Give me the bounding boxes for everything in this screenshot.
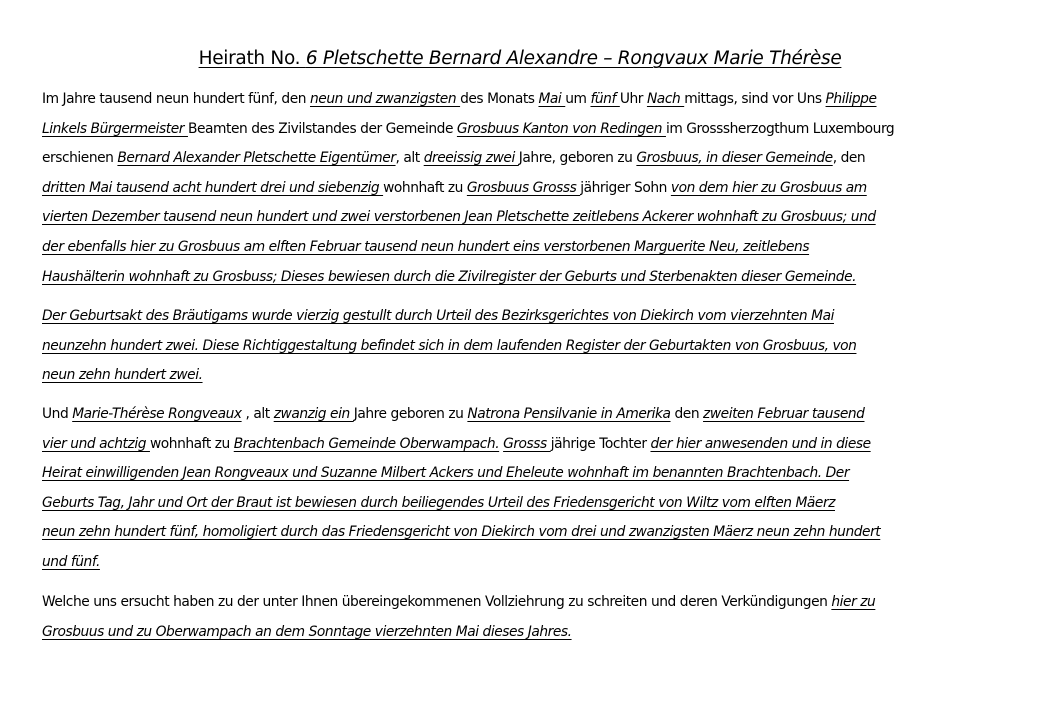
underlined-entry: Natrona Pensilvanie in Amerika [467,406,671,422]
printed-text: Uhr [619,91,647,107]
printed-text: mittags, sind vor Uns [684,91,826,107]
underlined-entry: der hier anwesenden und in diese [650,435,871,452]
printed-text: wohnhaft zu [383,179,467,196]
underlined-entry: dreeissig zwei [423,150,519,167]
text-line [42,174,1008,204]
text-line [42,400,1008,430]
paragraph-bride [42,400,1008,578]
underlined-entry: Grosbuus, in dieser Gemeinde [636,150,833,167]
printed-text: Jahre, geboren zu [518,150,637,167]
text-line [42,85,1008,115]
underlined-entry: Nach [646,91,685,107]
printed-text: Jahre geboren zu [353,406,468,422]
text-line [42,332,1008,362]
paragraph-groom [42,85,1008,292]
text-line [42,618,1008,648]
underlined-entry: neun und zwanzigsten [309,91,461,107]
printed-text: , alt [241,406,274,422]
underlined-entry: Der Geburtsakt des Bräutigams wurde vierzig gestullt durch Urteil des Bezirksgerichtes von Diekirch vom vierzehnten Mai [42,308,834,324]
underlined-entry: zweiten Februar tausend [703,406,865,422]
text-line [42,548,1008,578]
underlined-entry: zwanzig ein [273,406,354,422]
printed-text: jährige Tochter [550,435,651,452]
text-line [42,203,1008,233]
underlined-entry: Haushälterin wohnhaft zu Grosbuss; Dieses bewiesen durch die Zivilregister der Geburts und Sterbenakten dieser Gemeinde. [42,268,857,285]
underlined-entry: vierten Dezember tausend neun hundert und zwei verstorbenen Jean Pletschette zeitlebens Ackerer wohnhaft zu Grosbuus; und [42,209,876,226]
printed-text: wohnhaft zu [149,435,234,452]
printed-text: Welche uns ersucht haben zu der unter Ihnen übereingekommenen Vollziehrung zu schreiten und deren Verkündigungen [42,594,832,610]
printed-text: um [565,91,591,107]
underlined-entry: der ebenfalls hier zu Grosbuus am elften Februar tausend neun hundert eins verstorbenen Marguerite Neu, zeitlebens [42,238,810,255]
underlined-entry: Grosbuus und zu Oberwampach an dem Sonntage vierzehnten Mai dieses Jahres. [42,623,572,640]
paragraph-proclamation [42,588,1008,647]
title-prefix: Heirath No. [198,48,306,69]
printed-text: Und [42,406,73,422]
underlined-entry: Mai [538,91,566,107]
printed-text: erschienen [42,150,118,167]
underlined-entry: neun zehn hundert zwei. [42,367,203,384]
printed-text: jähriger Sohn [580,179,671,196]
underlined-entry: Marie-Thérèse Rongveaux [72,406,242,422]
underlined-entry: Grosbuus Kanton von Redingen [456,120,666,137]
printed-text: , den [832,150,866,167]
text-line [42,263,1008,293]
paragraph-birth-record-correction [42,302,1008,391]
text-line [42,302,1008,332]
underlined-entry: neun zehn hundert fünf, homoligiert durch das Friedensgericht von Diekirch vom drei und zwanzigsten Mäerz neun zehn hundert [42,524,881,541]
text-line [42,588,1008,618]
underlined-entry: neunzehn hundert zwei. Diese Richtiggestaltung befindet sich in dem laufenden Register der Geburtakten von Grosbuus, von [42,337,857,354]
printed-text: Im Jahre tausend neun hundert fünf, den [42,91,310,107]
underlined-entry: dritten Mai tausend acht hundert drei und siebenzig [42,179,384,196]
underlined-entry: Grosss [503,435,551,452]
text-line [42,115,1008,145]
printed-text: des Monats [460,91,539,107]
text-line [42,459,1008,489]
underlined-entry: Bernard Alexander Pletschette Eigentümer [117,150,396,167]
underlined-entry: und fünf. [42,553,100,570]
text-line [42,233,1008,263]
text-line [42,430,1008,460]
title-names: 6 Pletschette Bernard Alexandre – Rongvaux Marie Thérèse [305,48,842,69]
underlined-entry: von dem hier zu Grosbuus am [670,179,867,196]
printed-text: Beamten des Zivilstandes der Gemeinde [187,120,457,137]
underlined-entry: Heirat einwilligenden Jean Rongveaux und Suzanne Milbert Ackers und Eheleute wohnhaft im benannten Brachtenbach. Der [42,465,850,482]
underlined-entry: vier und achtzig [42,435,150,452]
underlined-entry: Brachtenbach Gemeinde Oberwampach. [233,435,500,452]
underlined-entry: hier zu [831,594,876,610]
underlined-entry: fünf [590,91,620,107]
underlined-entry: Geburts Tag, Jahr und Ort der Braut ist bewiesen durch beiliegendes Urteil des Friedensgericht von Wiltz vom elften Mäerz [42,494,835,511]
underlined-entry: Linkels Bürgermeister [42,120,188,137]
page-title [0,46,1040,72]
printed-text: , alt [395,150,424,167]
text-line [42,489,1008,519]
text-line [42,361,1008,391]
underlined-entry: Philippe [825,91,877,107]
underlined-entry: Grosbuus Grosss [466,179,581,196]
text-line [42,518,1008,548]
text-line [42,144,1008,174]
printed-text: den [670,406,704,422]
printed-text: im Grosssherzogthum Luxembourg [665,120,895,137]
